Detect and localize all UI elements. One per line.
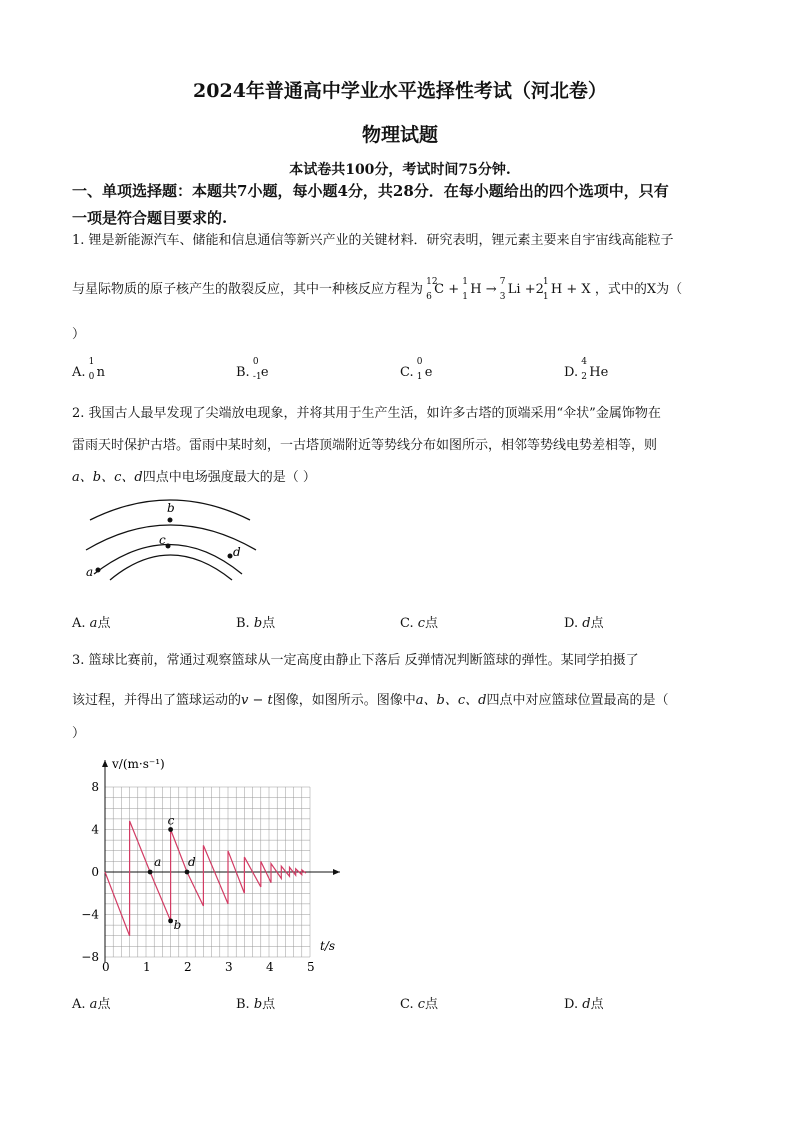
y-tick-label: −4	[81, 907, 99, 922]
subject-title: 物理试题	[361, 124, 438, 146]
q2-option-b[interactable]: B. b点	[236, 616, 276, 631]
q3-option-b[interactable]: B. b点	[236, 997, 276, 1012]
q3-line1: 3. 篮球比赛前，常通过观察篮球从一定高度由静止下落后 反弹情况判断篮球的弹性。某同学拍摄了	[72, 653, 639, 668]
q2-option-d[interactable]: D. d点	[564, 616, 604, 631]
q1-line2-post: ，式中的X为（	[594, 282, 683, 297]
equipotential-line-4	[110, 555, 232, 580]
vt-chart	[70, 752, 360, 977]
q1-option-b[interactable]: B. 0 -1 e	[236, 357, 269, 382]
y-tick-label: 4	[91, 822, 99, 837]
label-b: b	[167, 501, 175, 515]
point-label-d: d	[188, 855, 196, 869]
q1-line2-pre: 与星际物质的原子核产生的散裂反应，其中一种核反应方程为	[72, 282, 424, 297]
q1-line3: ）	[72, 327, 86, 342]
equipotential-figure	[72, 490, 272, 590]
chart-series	[105, 821, 306, 936]
x-axis-label: t/s	[320, 939, 336, 953]
point-b	[168, 518, 173, 523]
x-axis-arrow	[333, 869, 340, 875]
x-tick-label: 1	[143, 960, 151, 974]
q1-option-a[interactable]: A. 1 0 n	[72, 357, 106, 382]
y-axis-label: v/(m·s⁻¹)	[112, 757, 165, 771]
point-d	[185, 870, 190, 875]
q1-equation: 12 6 C + 1 1 H → 7 3 Li +2 1 1 H + X	[426, 277, 591, 302]
q1-option-c[interactable]: C. 0 1 e	[400, 357, 433, 382]
point-d	[228, 554, 233, 559]
q3-option-a[interactable]: A. a点	[72, 997, 111, 1012]
label-a: a	[86, 565, 94, 579]
velocity-series-line	[105, 821, 306, 936]
q1-line2	[72, 277, 732, 302]
q2-line2: 雷雨天时保护古塔。雷雨中某时刻，一古塔顶端附近等势线分布如图所示，相邻等势线电势差相等，则	[72, 438, 658, 453]
q3-option-d[interactable]: D. d点	[564, 997, 604, 1012]
x-tick-label: 0	[102, 960, 110, 974]
q3-line3: ）	[72, 726, 86, 741]
label-d: d	[233, 545, 241, 559]
y-tick-label: 8	[91, 780, 99, 794]
q3-line2: 该过程，并得出了篮球运动的v − t图像，如图所示。图像中a、b、c、d四点中对应篮球位置最高的是（	[72, 693, 669, 708]
exam-info: 本试卷共100分，考试时间75分钟.	[289, 162, 511, 178]
label-c: c	[159, 533, 166, 547]
point-c	[168, 827, 173, 832]
point-a	[96, 568, 101, 573]
q2-line1: 2. 我国古人最早发现了尖端放电现象，并将其用于生产生活，如许多古塔的顶端采用“伞状”金属饰物在	[72, 406, 661, 421]
x-tick-label: 2	[184, 960, 192, 974]
x-tick-label: 5	[307, 960, 315, 974]
section-heading-line2: 一项是符合题目要求的.	[72, 209, 228, 227]
q2-line3: a、b、c、d四点中电场强度最大的是（ ）	[72, 470, 316, 485]
point-label-a: a	[154, 855, 162, 869]
point-b	[168, 918, 173, 923]
y-axis-arrow	[102, 760, 108, 767]
y-tick-label: −8	[81, 950, 99, 964]
point-label-c: c	[167, 813, 175, 828]
q2-option-a[interactable]: A. a点	[72, 616, 111, 631]
section-heading-line1: 一、单项选择题：本题共7小题，每小题4分，共28分．在每小题给出的四个选项中，只有	[72, 182, 669, 200]
q1-line1: 1. 锂是新能源汽车、储能和信息通信等新兴产业的关键材料．研究表明，锂元素主要来自宇宙线高能粒子	[72, 233, 674, 248]
point-label-b: b	[173, 917, 182, 932]
point-a	[148, 870, 153, 875]
chart-points	[148, 814, 196, 932]
point-c	[166, 544, 171, 549]
y-tick-label: 0	[91, 865, 99, 879]
exam-title: 2024年普通高中学业水平选择性考试（河北卷）	[193, 80, 607, 102]
q1-option-d[interactable]: D. 4 2 He	[564, 357, 609, 382]
equipotential-line-2	[86, 525, 256, 550]
equipotential-line-3	[94, 545, 242, 575]
q3-option-c[interactable]: C. c点	[400, 997, 439, 1012]
x-tick-label: 3	[225, 960, 233, 974]
section-heading	[72, 178, 732, 232]
x-tick-label: 4	[266, 960, 274, 974]
q2-option-c[interactable]: C. c点	[400, 616, 439, 631]
